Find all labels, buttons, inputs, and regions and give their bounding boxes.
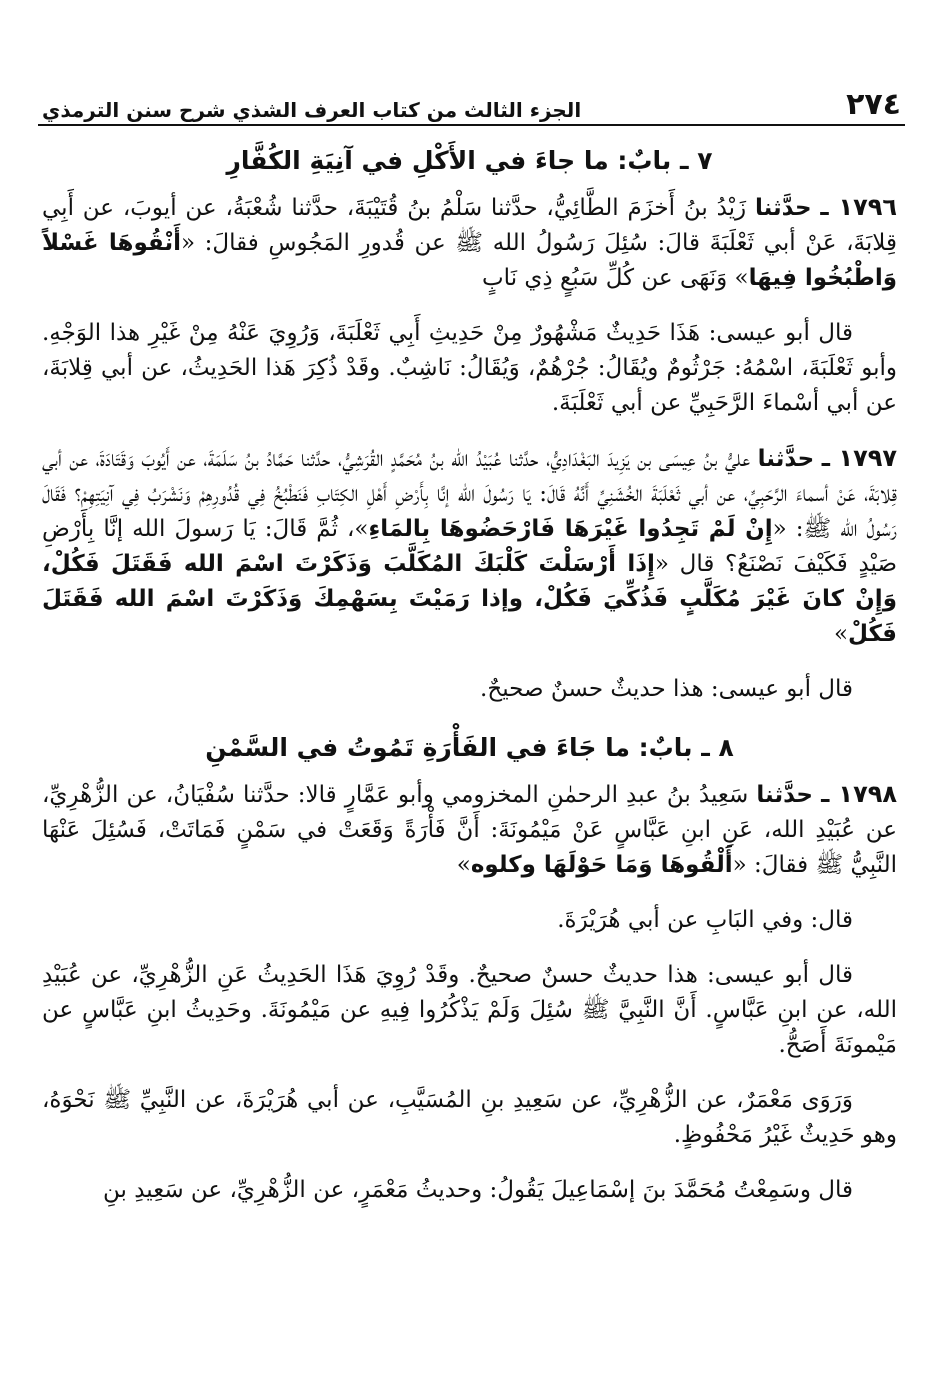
hadith-number: ١٧٩٦ ـ [820,193,898,221]
hadith-quote: أَلْقُوهَا وَمَا حَوْلَهَا وكلوه [470,852,733,878]
hadith-text-tail: » [833,621,849,647]
running-title: الجزء الثالث من كتاب العرف الشذي شرح سنن الترمذي [42,98,582,122]
hadith-1798 [42,777,897,883]
haddathana-word: حدَّثنا [756,782,813,808]
hadith-quote: أَنْقُوهَا غَسْلاً وَاطْبُخُوا فِيهَا [42,230,897,291]
hadith-text-tail: » وَنَهَى عن كُلِّ سَبُعٍ ذِي نَابٍ [482,265,749,291]
hadith-text-tail: » [456,852,471,878]
hadith-quote: إِذَا أَرْسَلْتَ كَلْبَكَ المُكَلَّبَ وَذَكَرْتَ اسْمَ الله فَقَتَلَ فَكُلْ، وَإِنْ كانَ غَيْرَ مُكَلَّبٍ فَذُكِّيَ فَكُلْ، وإذا رَمَيْتَ بِسَهْمِكَ وَذَكَرْتَ اسْمَ الله فَقَتَلَ فَكُلْ [42,551,897,647]
chapter-title-8: ٨ ـ بابٌ: ما جَاءَ في الفَأْرَةِ تَمُوتُ في السَّمْنِ [205,733,734,762]
hadith-text-mid: »، ثُمَّ قَالَ: يَا رَسولَ الله إنَّا بِأَرْضِ صَيْدٍ فَكَيْفَ نَصْنَعُ؟ قال « [42,516,897,577]
commentary-1798-b: قال أبو عيسى: هذا حديثٌ حسنٌ صحيحٌ. وقَدْ رُوِيَ هَذَا الحَدِيثُ عَنِ الزُّهْرِيِّ، عن عُبَيْدِ الله، عن ابنِ عَبَّاسٍ. أَنَّ النَّبِيَّ ﷺ سُئِلَ وَلَمْ يَذْكُرُوا فِيهِ عن مَيْمُونَةَ. وحَدِيثُ ابنِ عَبَّاسٍ عن مَيْمونَةَ أَصَحُّ. [42,962,897,1058]
hadith-quote: إِنْ لَمْ تَجِدُوا غَيْرَهَا فَارْحَضُوهَا بِالمَاءِ [368,516,773,542]
commentary-1798-d: قال وسَمِعْتُ مُحَمَّدَ بنَ إسْمَاعِيلَ يَقُولُ: وحديثُ مَعْمَرٍ، عن الزُّهْرِيِّ، عن سَعِيدِ بنِ [103,1177,853,1203]
haddathana-word: حدَّثنا [757,446,815,472]
hadith-number: ١٧٩٧ ـ [821,444,898,472]
header-rule [38,124,905,126]
hadith-1796 [42,190,897,296]
commentary-1798-a: قال: وفي البَابِ عن أبي هُرَيْرَةَ. [557,907,853,933]
commentary-1796: قال أبو عيسى: هَذَا حَدِيثٌ مَشْهُورٌ مِنْ حَدِيثِ أَبِي ثَعْلَبَةَ، وَرُوِيَ عَنْهُ مِنْ غَيْرِ هذا الوَجْهِ. وأبو ثَعْلَبَةَ، اسْمُهُ: جَرْثُومٌ ويُقَالُ: جُرْهُمٌ، وَيُقَالُ: نَاشِبٌ. وقَدْ ذُكِرَ هَذا الحَدِيثُ، عن أبي قِلابَةَ، عن أبي أسْماءَ الرَّحَبِيِّ عن أبي ثَعْلَبَةَ. [42,320,897,416]
running-header [42,78,901,128]
chapter-title-7: ٧ ـ بابٌ: ما جاءَ في الأَكْلِ في آنِيَةِ الكُفَّارِ [226,146,713,175]
commentary-1797: قال أبو عيسى: هذا حديثٌ حسنٌ صحيحٌ. [480,676,853,702]
hadith-1797 [42,441,897,652]
hadith-text: زَيْدُ بنُ أَخزَمَ الطَّائِيُّ، حدَّثنا سَلْمُ بنُ قُتَيْبَةَ، حدَّثنا شُعْبَةُ، عن أيوبَ، عن أَبِي قِلابَةَ، عَنْ أبي ثَعْلَبَةَ قالَ: سُئِلَ رَسُولُ الله ﷺ عن قُدورِ المَجُوسِ فقالَ: « [42,195,897,256]
hadith-number: ١٧٩٨ ـ [821,780,898,808]
page-number: ٢٧٤ [846,87,901,122]
commentary-1798-c: وَرَوَى مَعْمَرٌ، عن الزُّهْرِيِّ، عن سَعِيدِ بنِ المُسَيَّبِ، عن أبي هُرَيْرَةَ، عن النَّبِيِّ ﷺ نَحْوَهُ، وهو حَدِيثٌ غَيْرُ مَحْفُوظٍ. [42,1087,897,1148]
hadith-text: سَعِيدُ بنُ عبدِ الرحمٰنِ المخزومي وأبو عَمَّارٍ قالا: حدَّثنا سُفْيَانُ، عن الزُّهْرِيِّ، عن عُبَيْدِ الله، عَنِ ابنِ عَبَّاسٍ عَنْ مَيْمُونَةَ: أَنَّ فَأْرَةً وَقَعَتْ في سَمْنٍ فَمَاتَتْ، فَسُئِلَ عَنْهَا النَّبِيُّ ﷺ فقالَ: « [42,782,897,878]
hadith-text: عليُّ بنُ عِيسَى بن يَزِيدَ البَغْدَادِيُّ، حدَّثنا عُبَيْدُ الله بنُ مُحَمَّدٍ القُرَشِيُّ، حدَّثنا حَمَّادُ بنُ سَلَمَةَ، عن أَيُوبَ وَقَتَادَةَ، عن أبي قِلابَةَ، عَنْ أسماءَ الرَّحَبِيِّ، عن أبي ثَعْلَبَةَ الخُشَنِيِّ أَنَّهُ قَالَ: يَا رَسُولَ الله إنَّا بِأَرْضِ أَهْلِ الكِتَابِ فَنَطْبُخُ فِي قُدُورِهِمْ وَنَشْرَبُ فِي آنِيَتِهِمْ؟ فَقَالَ رَسُولُ الله ﷺ: « [42,446,897,542]
page-body [42,140,897,1228]
haddathana-word: حدَّثنا [755,195,812,221]
